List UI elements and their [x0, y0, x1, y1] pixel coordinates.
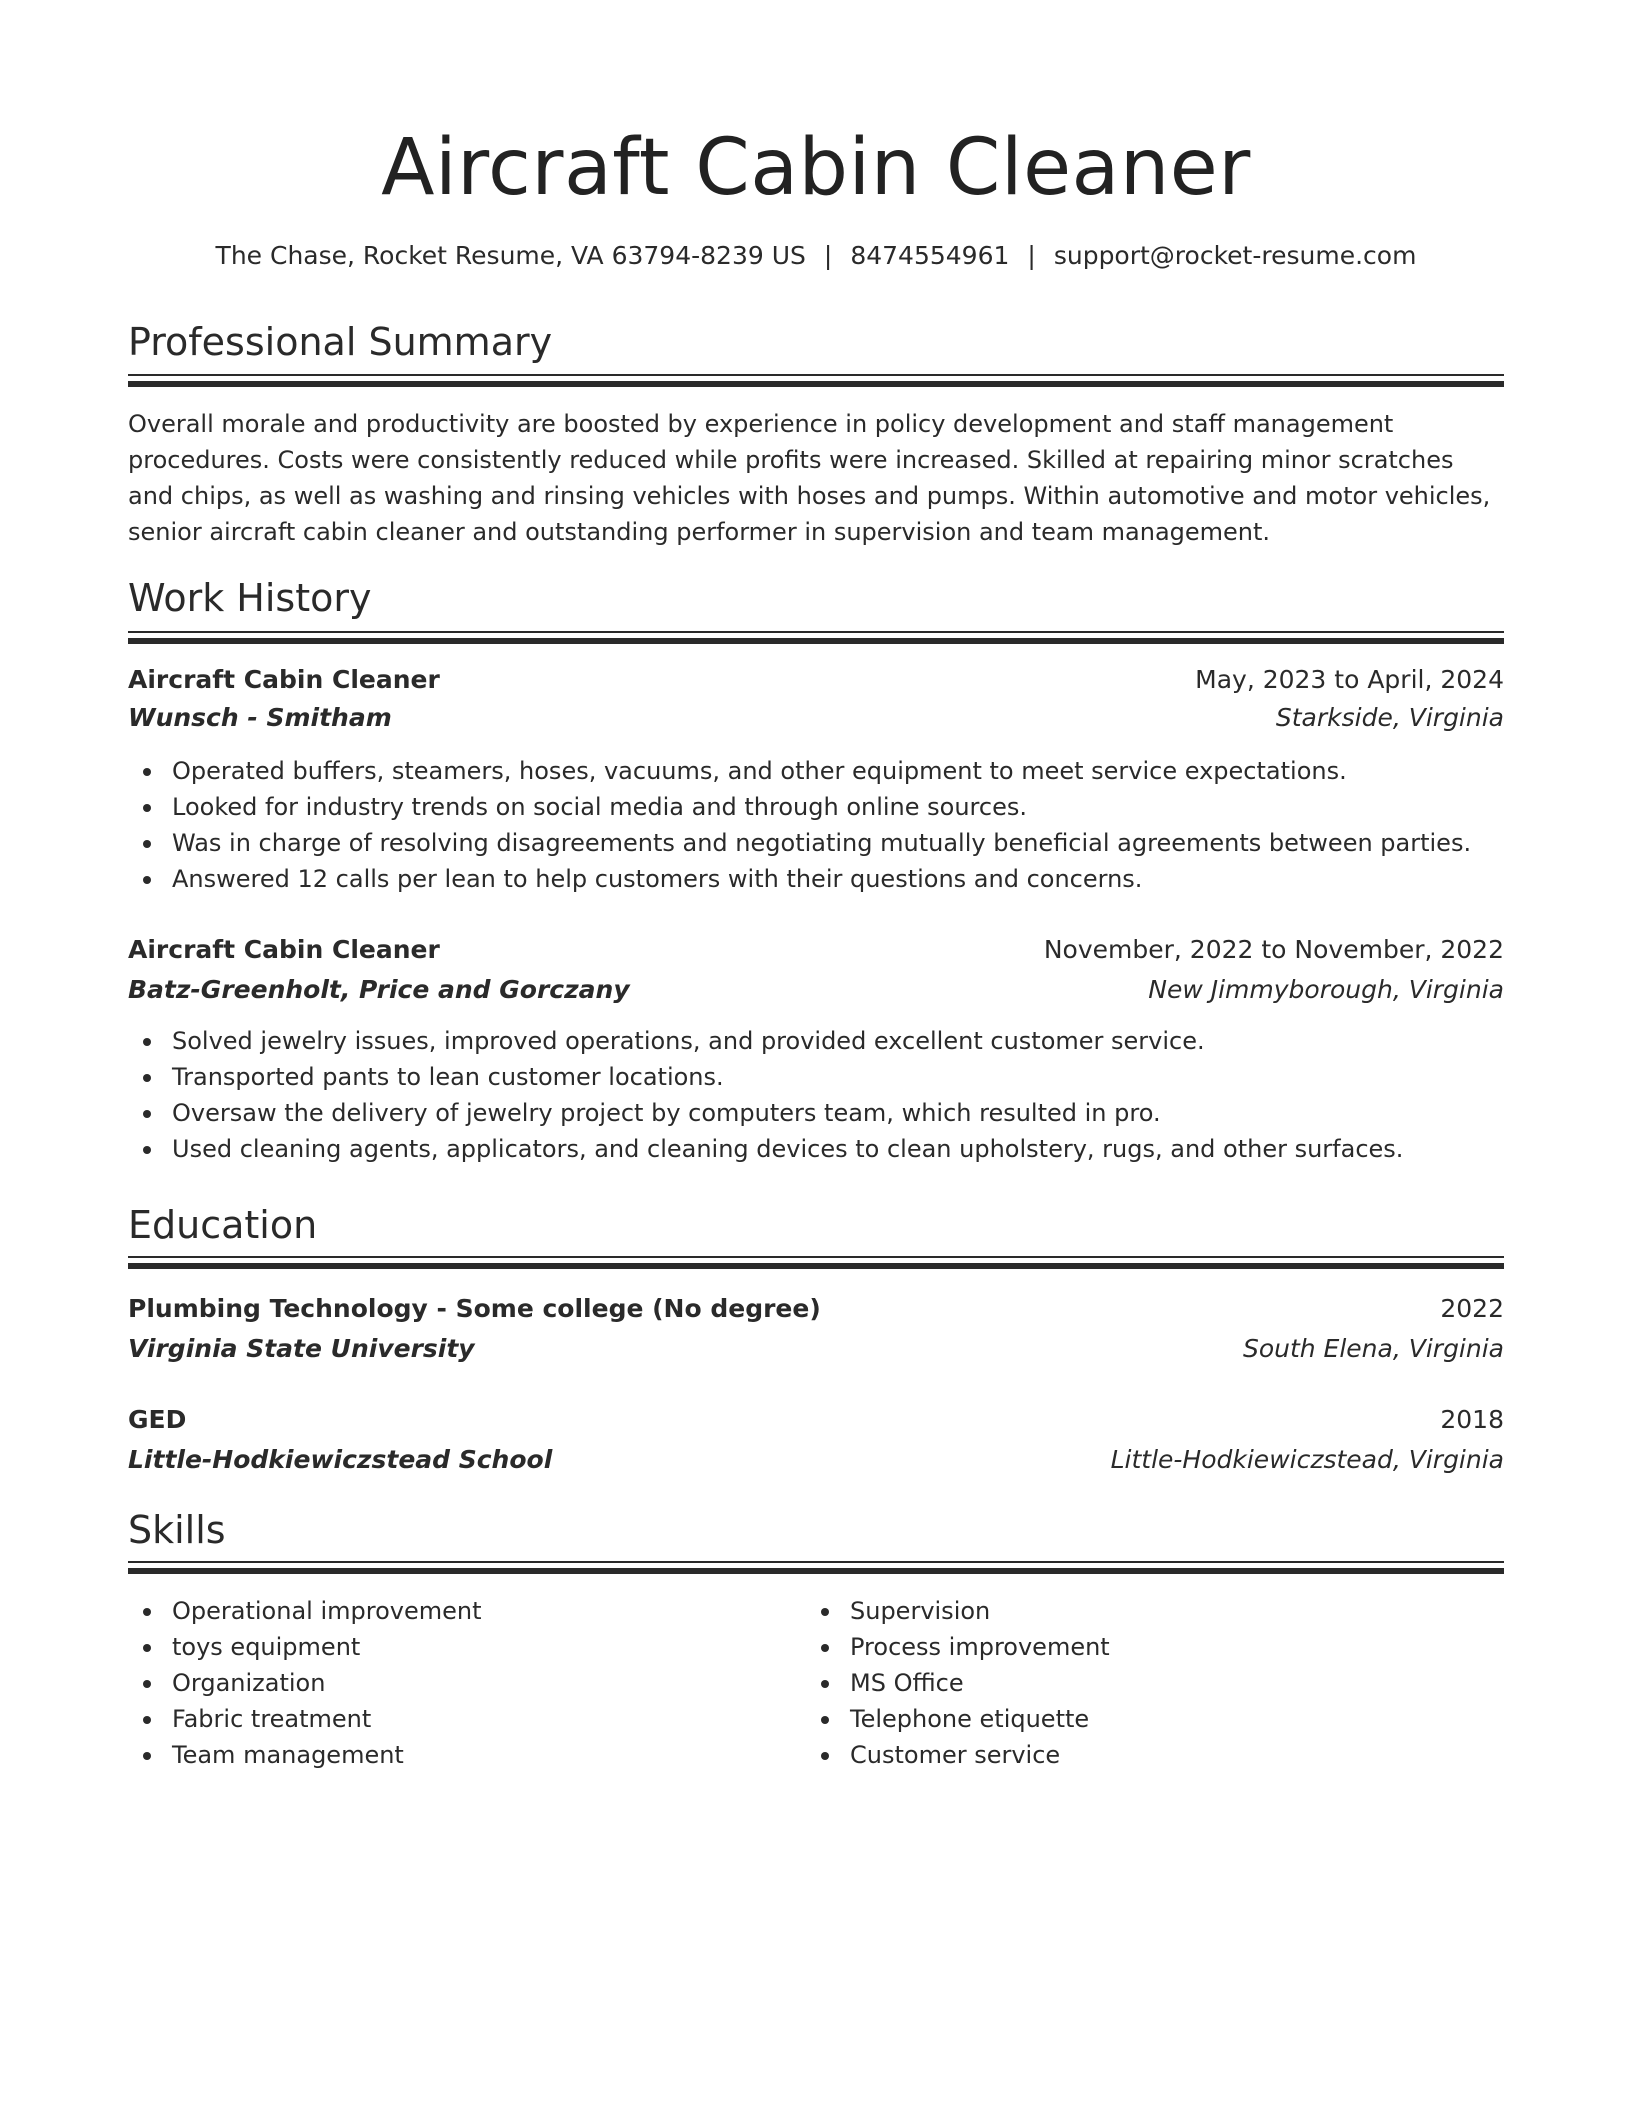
- job-location: Starkside, Virginia: [1275, 703, 1504, 732]
- job-bullet: Transported pants to lean customer locations.: [172, 1059, 1504, 1095]
- education-heading: Education: [128, 1203, 318, 1247]
- contact-email: support@rocket-resume.com: [1053, 241, 1417, 270]
- education-school-row: [128, 1330, 1504, 1368]
- job-bullets: [128, 753, 1504, 897]
- education-divider: [128, 1256, 1504, 1268]
- contact-separator: |: [1027, 241, 1036, 270]
- skill-item: toys equipment: [172, 1629, 1504, 1665]
- skill-item: Operational improvement: [172, 1593, 1504, 1629]
- summary-heading: Professional Summary: [128, 320, 553, 364]
- skill-item: Fabric treatment: [172, 1701, 1504, 1737]
- job-header-row: [128, 931, 1504, 969]
- skill-item: MS Office: [850, 1665, 1632, 1701]
- job-bullet: Oversaw the delivery of jewelry project by computers team, which resulted in pro.: [172, 1095, 1504, 1131]
- job-company-row: [128, 971, 1504, 1009]
- contact-phone: 8474554961: [850, 241, 1010, 270]
- job-bullet: Operated buffers, steamers, hoses, vacuums, and other equipment to meet service expectations.: [172, 753, 1504, 789]
- candidate-name: Aircraft Cabin Cleaner: [381, 123, 1251, 213]
- job-company: Batz-Greenholt, Price and Gorczany: [128, 975, 630, 1004]
- job-bullet: Looked for industry trends on social media and through online sources.: [172, 789, 1504, 825]
- skill-item: Process improvement: [850, 1629, 1632, 1665]
- work-history-heading: Work History: [128, 576, 372, 620]
- education-school: Virginia State University: [128, 1334, 475, 1363]
- skills-divider: [128, 1561, 1504, 1573]
- skill-item: Organization: [172, 1665, 1504, 1701]
- education-header-row: [128, 1401, 1504, 1439]
- job-role: Aircraft Cabin Cleaner: [128, 935, 440, 964]
- education-header-row: [128, 1290, 1504, 1328]
- job-bullet: Was in charge of resolving disagreements and negotiating mutually beneficial agreements between parties.: [172, 825, 1504, 861]
- job-bullet: Solved jewelry issues, improved operations, and provided excellent customer service.: [172, 1023, 1504, 1059]
- contact-line: [128, 237, 1504, 275]
- summary-divider: [128, 374, 1504, 386]
- education-degree: GED: [128, 1405, 187, 1434]
- education-school-row: [128, 1441, 1504, 1479]
- job-bullet: Used cleaning agents, applicators, and cleaning devices to clean upholstery, rugs, and other surfaces.: [172, 1131, 1504, 1167]
- education-degree: Plumbing Technology - Some college (No degree): [128, 1294, 821, 1323]
- work-history-divider: [128, 631, 1504, 643]
- skills-list-right: [806, 1593, 1632, 1773]
- contact-address: The Chase, Rocket Resume, VA 63794-8239 US: [215, 241, 806, 270]
- job-location: New Jimmyborough, Virginia: [1148, 975, 1504, 1004]
- skill-item: Telephone etiquette: [850, 1701, 1632, 1737]
- job-header-row: [128, 661, 1504, 699]
- job-role: Aircraft Cabin Cleaner: [128, 665, 440, 694]
- job-dates: May, 2023 to April, 2024: [1195, 665, 1504, 694]
- summary-text: Overall morale and productivity are boosted by experience in policy development and staff management procedures. Costs were consistently reduced while profits were increased. Skilled at repairing minor scratches and chips, as well as washing and rinsing vehicles with hoses and pumps. Within automotive and motor vehicles, senior aircraft cabin cleaner and outstanding performer in supervision and team management.: [128, 410, 1491, 546]
- job-dates: November, 2022 to November, 2022: [1043, 935, 1504, 964]
- job-company-row: [128, 699, 1504, 737]
- education-year: 2022: [1440, 1294, 1504, 1323]
- job-company: Wunsch - Smitham: [128, 703, 392, 732]
- skill-item: Team management: [172, 1737, 1504, 1773]
- skill-item: Supervision: [850, 1593, 1632, 1629]
- skills-heading: Skills: [128, 1508, 226, 1552]
- contact-separator: |: [823, 241, 833, 270]
- job-bullet: Answered 12 calls per lean to help customers with their questions and concerns.: [172, 861, 1504, 897]
- education-location: South Elena, Virginia: [1242, 1334, 1504, 1363]
- education-school: Little-Hodkiewiczstead School: [128, 1445, 553, 1474]
- education-year: 2018: [1440, 1405, 1504, 1434]
- job-bullets: [128, 1023, 1504, 1167]
- skill-item: Customer service: [850, 1737, 1632, 1773]
- education-location: Little-Hodkiewiczstead, Virginia: [1110, 1445, 1504, 1474]
